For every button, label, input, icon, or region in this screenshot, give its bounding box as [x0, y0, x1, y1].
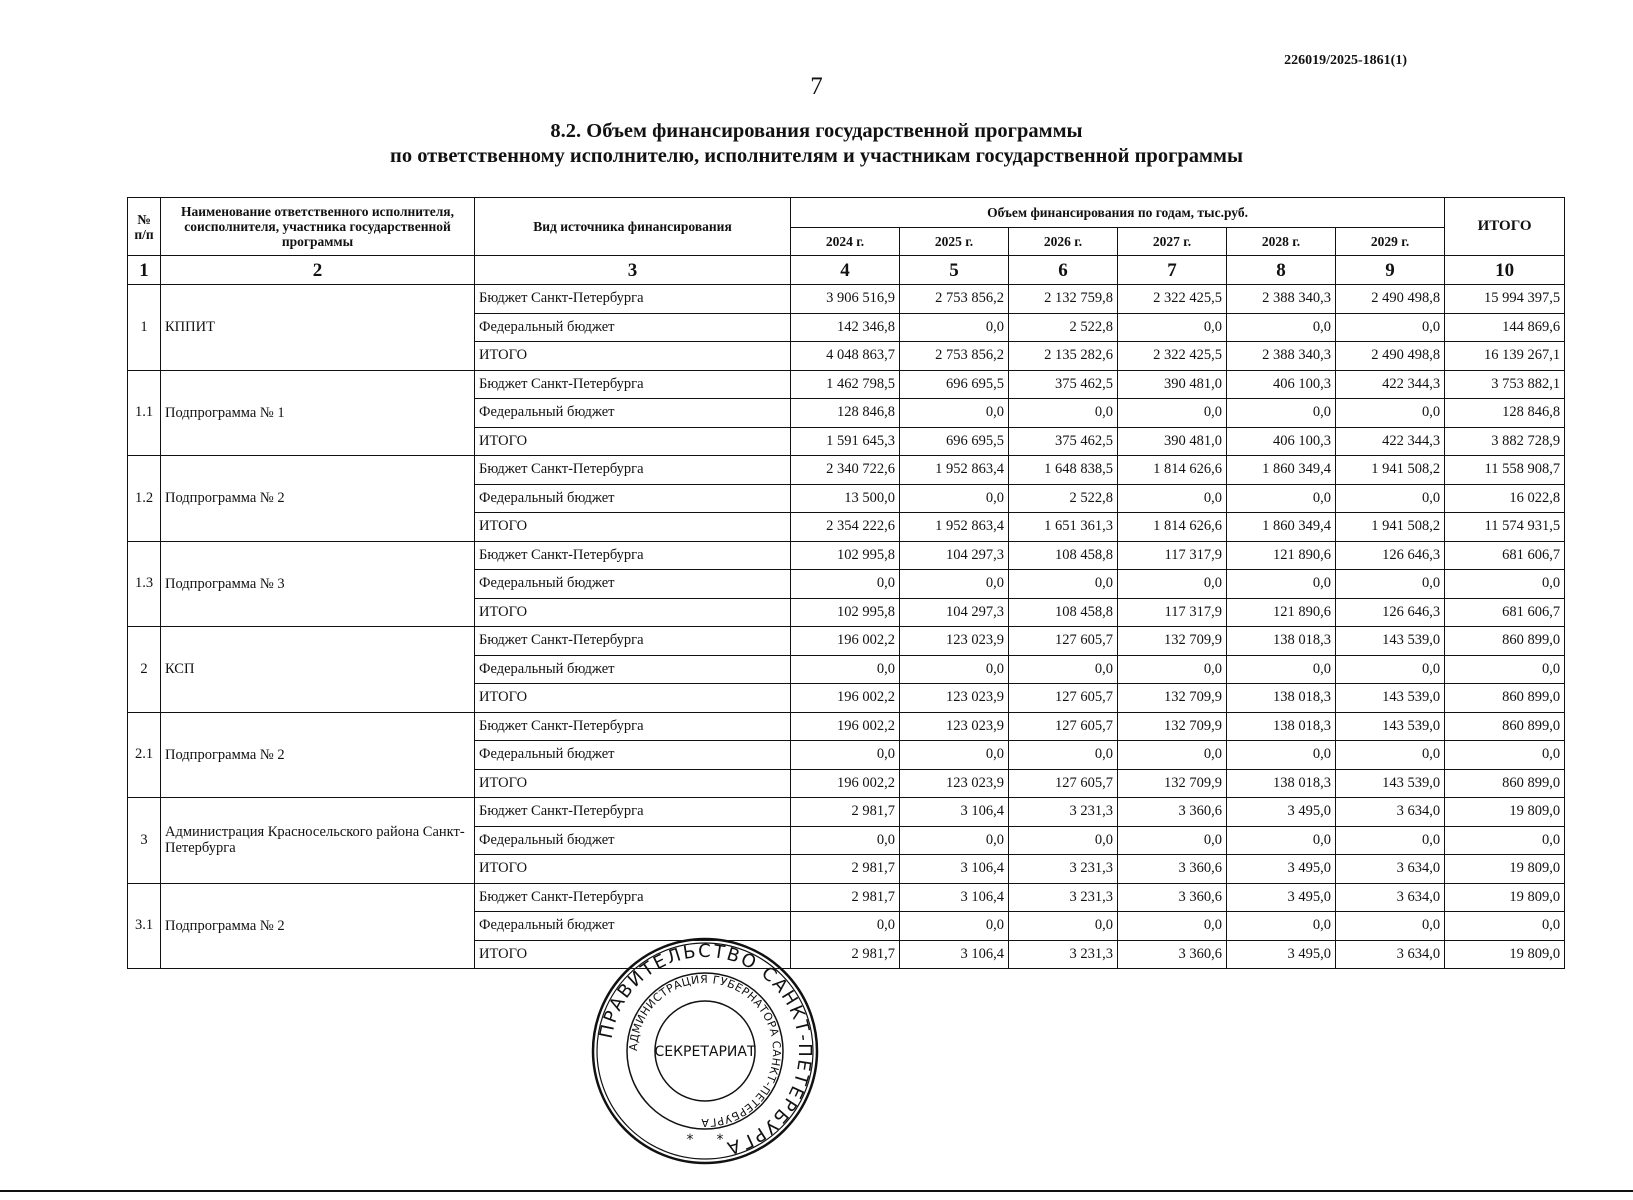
section-title: [0, 119, 1633, 169]
year-value-cell: 1 941 508,2: [1336, 456, 1445, 485]
funding-source-cell: ИТОГО: [475, 427, 791, 456]
funding-source-cell: Федеральный бюджет: [475, 399, 791, 428]
year-value-cell: 1 651 361,3: [1009, 513, 1118, 542]
year-value-cell: 375 462,5: [1009, 427, 1118, 456]
year-value-cell: 390 481,0: [1118, 370, 1227, 399]
year-value-cell: 13 500,0: [791, 484, 900, 513]
year-value-cell: 0,0: [791, 741, 900, 770]
year-value-cell: 3 231,3: [1009, 883, 1118, 912]
funding-source-cell: Бюджет Санкт-Петербурга: [475, 883, 791, 912]
year-value-cell: 138 018,3: [1227, 684, 1336, 713]
table-row: [128, 285, 1565, 314]
year-value-cell: 127 605,7: [1009, 769, 1118, 798]
year-value-cell: 102 995,8: [791, 598, 900, 627]
year-value-cell: 3 231,3: [1009, 855, 1118, 884]
year-value-cell: 0,0: [1118, 570, 1227, 599]
year-value-cell: 3 906 516,9: [791, 285, 900, 314]
year-value-cell: 3 634,0: [1336, 855, 1445, 884]
year-value-cell: 0,0: [1227, 313, 1336, 342]
funding-source-cell: Бюджет Санкт-Петербурга: [475, 370, 791, 399]
year-value-cell: 3 634,0: [1336, 940, 1445, 969]
year-value-cell: 2 388 340,3: [1227, 285, 1336, 314]
header-year-2029: 2029 г.: [1336, 228, 1445, 256]
executor-name-cell: Администрация Красносельского района Санкт-Петербурга: [161, 798, 475, 884]
year-value-cell: 0,0: [791, 912, 900, 941]
year-value-cell: 127 605,7: [1009, 627, 1118, 656]
total-value-cell: 16 139 267,1: [1445, 342, 1565, 371]
funding-source-cell: Федеральный бюджет: [475, 826, 791, 855]
year-value-cell: 104 297,3: [900, 541, 1009, 570]
year-value-cell: 123 023,9: [900, 684, 1009, 713]
year-value-cell: 2 322 425,5: [1118, 342, 1227, 371]
year-value-cell: 3 106,4: [900, 855, 1009, 884]
header-year-2025: 2025 г.: [900, 228, 1009, 256]
year-value-cell: 3 106,4: [900, 883, 1009, 912]
year-value-cell: 3 231,3: [1009, 940, 1118, 969]
year-value-cell: 0,0: [1118, 399, 1227, 428]
executor-name-cell: Подпрограмма № 1: [161, 370, 475, 456]
year-value-cell: 0,0: [1227, 570, 1336, 599]
total-value-cell: 3 882 728,9: [1445, 427, 1565, 456]
year-value-cell: 0,0: [1336, 655, 1445, 684]
year-value-cell: 0,0: [1009, 741, 1118, 770]
document-registration-number: 226019/2025-1861(1): [1284, 53, 1407, 68]
seal-inner-text: АДМИНИСТРАЦИЯ ГУБЕРНАТОРА САНКТ-ПЕТЕРБУРГА: [626, 972, 784, 1130]
year-value-cell: 2 490 498,8: [1336, 342, 1445, 371]
year-value-cell: 127 605,7: [1009, 684, 1118, 713]
year-value-cell: 128 846,8: [791, 399, 900, 428]
column-number: 10: [1445, 256, 1565, 285]
header-row-number: № п/п: [128, 198, 161, 256]
total-value-cell: 0,0: [1445, 912, 1565, 941]
row-number-cell: 1.2: [128, 456, 161, 542]
column-number: 7: [1118, 256, 1227, 285]
year-value-cell: 0,0: [1118, 655, 1227, 684]
year-value-cell: 3 360,6: [1118, 855, 1227, 884]
column-number: 4: [791, 256, 900, 285]
row-number-cell: 1: [128, 285, 161, 371]
year-value-cell: 0,0: [1227, 826, 1336, 855]
total-value-cell: 16 022,8: [1445, 484, 1565, 513]
table-row: [128, 541, 1565, 570]
year-value-cell: 2 522,8: [1009, 484, 1118, 513]
year-value-cell: 0,0: [1227, 399, 1336, 428]
year-value-cell: 123 023,9: [900, 769, 1009, 798]
total-value-cell: 19 809,0: [1445, 940, 1565, 969]
year-value-cell: 117 317,9: [1118, 541, 1227, 570]
year-value-cell: 138 018,3: [1227, 627, 1336, 656]
year-value-cell: 0,0: [1336, 313, 1445, 342]
year-value-cell: 117 317,9: [1118, 598, 1227, 627]
year-value-cell: 2 753 856,2: [900, 285, 1009, 314]
year-value-cell: 123 023,9: [900, 627, 1009, 656]
year-value-cell: 2 388 340,3: [1227, 342, 1336, 371]
year-value-cell: 0,0: [1336, 826, 1445, 855]
year-value-cell: 104 297,3: [900, 598, 1009, 627]
funding-source-cell: ИТОГО: [475, 598, 791, 627]
header-funding-source: Вид источника финансирования: [475, 198, 791, 256]
year-value-cell: 2 981,7: [791, 798, 900, 827]
year-value-cell: 2 753 856,2: [900, 342, 1009, 371]
year-value-cell: 0,0: [1336, 570, 1445, 599]
row-number-cell: 1.1: [128, 370, 161, 456]
table-row: [128, 370, 1565, 399]
page-number: 7: [810, 73, 823, 100]
column-number: 8: [1227, 256, 1336, 285]
year-value-cell: 0,0: [1118, 912, 1227, 941]
funding-source-cell: ИТОГО: [475, 940, 791, 969]
year-value-cell: 375 462,5: [1009, 370, 1118, 399]
year-value-cell: 0,0: [1227, 655, 1336, 684]
total-value-cell: 0,0: [1445, 570, 1565, 599]
year-value-cell: 0,0: [1009, 912, 1118, 941]
year-value-cell: 1 814 626,6: [1118, 456, 1227, 485]
seal-star-icon: *: [716, 1132, 724, 1148]
total-value-cell: 0,0: [1445, 826, 1565, 855]
funding-source-cell: Бюджет Санкт-Петербурга: [475, 541, 791, 570]
year-value-cell: 0,0: [900, 912, 1009, 941]
year-value-cell: 0,0: [1227, 912, 1336, 941]
year-value-cell: 0,0: [791, 655, 900, 684]
year-value-cell: 143 539,0: [1336, 627, 1445, 656]
funding-source-cell: ИТОГО: [475, 513, 791, 542]
seal-center-text: СЕКРЕТАРИАТ: [654, 1044, 756, 1060]
funding-source-cell: Федеральный бюджет: [475, 484, 791, 513]
year-value-cell: 0,0: [900, 826, 1009, 855]
total-value-cell: 11 558 908,7: [1445, 456, 1565, 485]
funding-source-cell: Бюджет Санкт-Петербурга: [475, 798, 791, 827]
funding-source-cell: Федеральный бюджет: [475, 741, 791, 770]
year-value-cell: 143 539,0: [1336, 712, 1445, 741]
section-title-line-2: по ответственному исполнителю, исполнителям и участникам государственной программы: [390, 145, 1243, 167]
table-row: [128, 798, 1565, 827]
year-value-cell: 132 709,9: [1118, 769, 1227, 798]
header-year-2024: 2024 г.: [791, 228, 900, 256]
funding-source-cell: ИТОГО: [475, 769, 791, 798]
year-value-cell: 2 490 498,8: [1336, 285, 1445, 314]
column-number: 1: [128, 256, 161, 285]
year-value-cell: 196 002,2: [791, 627, 900, 656]
funding-source-cell: Федеральный бюджет: [475, 912, 791, 941]
section-title-line-1: 8.2. Объем финансирования государственной программы: [550, 120, 1083, 142]
year-value-cell: 4 048 863,7: [791, 342, 900, 371]
total-value-cell: 3 753 882,1: [1445, 370, 1565, 399]
table-body: [128, 285, 1565, 969]
total-value-cell: 860 899,0: [1445, 769, 1565, 798]
year-value-cell: 406 100,3: [1227, 427, 1336, 456]
year-value-cell: 3 360,6: [1118, 798, 1227, 827]
year-value-cell: 1 952 863,4: [900, 513, 1009, 542]
year-value-cell: 3 495,0: [1227, 883, 1336, 912]
column-number: 9: [1336, 256, 1445, 285]
year-value-cell: 0,0: [791, 826, 900, 855]
year-value-cell: 0,0: [791, 570, 900, 599]
total-value-cell: 19 809,0: [1445, 883, 1565, 912]
table-row: [128, 883, 1565, 912]
year-value-cell: 138 018,3: [1227, 712, 1336, 741]
year-value-cell: 0,0: [1227, 484, 1336, 513]
year-value-cell: 1 860 349,4: [1227, 513, 1336, 542]
secretariat-seal: [590, 936, 820, 1166]
year-value-cell: 0,0: [900, 741, 1009, 770]
column-number: 5: [900, 256, 1009, 285]
year-value-cell: 0,0: [1336, 484, 1445, 513]
year-value-cell: 422 344,3: [1336, 370, 1445, 399]
total-value-cell: 128 846,8: [1445, 399, 1565, 428]
year-value-cell: 2 981,7: [791, 883, 900, 912]
seal-outer-text: ПРАВИТЕЛЬСТВО САНКТ-ПЕТЕРБУРГА: [595, 940, 816, 1159]
year-value-cell: 102 995,8: [791, 541, 900, 570]
table-row: [128, 456, 1565, 485]
executor-name-cell: КППИТ: [161, 285, 475, 371]
year-value-cell: 406 100,3: [1227, 370, 1336, 399]
year-value-cell: 0,0: [900, 484, 1009, 513]
row-number-cell: 1.3: [128, 541, 161, 627]
total-value-cell: 0,0: [1445, 655, 1565, 684]
year-value-cell: 132 709,9: [1118, 712, 1227, 741]
year-value-cell: 0,0: [1118, 741, 1227, 770]
funding-source-cell: Федеральный бюджет: [475, 570, 791, 599]
executor-name-cell: Подпрограмма № 2: [161, 456, 475, 542]
year-value-cell: 121 890,6: [1227, 541, 1336, 570]
year-value-cell: 1 648 838,5: [1009, 456, 1118, 485]
year-value-cell: 3 495,0: [1227, 798, 1336, 827]
funding-source-cell: ИТОГО: [475, 342, 791, 371]
year-value-cell: 127 605,7: [1009, 712, 1118, 741]
seal-star-icon: *: [686, 1132, 694, 1148]
total-value-cell: 681 606,7: [1445, 541, 1565, 570]
page-bottom-rule: [0, 1190, 1633, 1192]
year-value-cell: 196 002,2: [791, 684, 900, 713]
row-number-cell: 2.1: [128, 712, 161, 798]
year-value-cell: 196 002,2: [791, 769, 900, 798]
year-value-cell: 1 462 798,5: [791, 370, 900, 399]
year-value-cell: 696 695,5: [900, 370, 1009, 399]
year-value-cell: 2 132 759,8: [1009, 285, 1118, 314]
funding-source-cell: ИТОГО: [475, 855, 791, 884]
year-value-cell: 132 709,9: [1118, 627, 1227, 656]
year-value-cell: 1 860 349,4: [1227, 456, 1336, 485]
row-number-cell: 3: [128, 798, 161, 884]
executor-name-cell: КСП: [161, 627, 475, 713]
year-value-cell: 2 981,7: [791, 940, 900, 969]
funding-source-cell: ИТОГО: [475, 684, 791, 713]
year-value-cell: 123 023,9: [900, 712, 1009, 741]
total-value-cell: 19 809,0: [1445, 855, 1565, 884]
year-value-cell: 3 106,4: [900, 940, 1009, 969]
funding-source-cell: Бюджет Санкт-Петербурга: [475, 712, 791, 741]
year-value-cell: 3 106,4: [900, 798, 1009, 827]
funding-source-cell: Федеральный бюджет: [475, 655, 791, 684]
year-value-cell: 126 646,3: [1336, 598, 1445, 627]
year-value-cell: 390 481,0: [1118, 427, 1227, 456]
year-value-cell: 1 814 626,6: [1118, 513, 1227, 542]
year-value-cell: 108 458,8: [1009, 541, 1118, 570]
year-value-cell: 0,0: [1227, 741, 1336, 770]
funding-source-cell: Федеральный бюджет: [475, 313, 791, 342]
year-value-cell: 196 002,2: [791, 712, 900, 741]
year-value-cell: 3 360,6: [1118, 940, 1227, 969]
header-year-2028: 2028 г.: [1227, 228, 1336, 256]
year-value-cell: 0,0: [900, 655, 1009, 684]
year-value-cell: 2 522,8: [1009, 313, 1118, 342]
year-value-cell: 3 634,0: [1336, 798, 1445, 827]
year-value-cell: 0,0: [1009, 570, 1118, 599]
financing-table: [127, 197, 1565, 969]
year-value-cell: 696 695,5: [900, 427, 1009, 456]
year-value-cell: 0,0: [1336, 399, 1445, 428]
table-row: [128, 627, 1565, 656]
year-value-cell: 0,0: [900, 313, 1009, 342]
total-value-cell: 860 899,0: [1445, 712, 1565, 741]
total-value-cell: 0,0: [1445, 741, 1565, 770]
total-value-cell: 144 869,6: [1445, 313, 1565, 342]
column-number: 3: [475, 256, 791, 285]
year-value-cell: 0,0: [1336, 741, 1445, 770]
year-value-cell: 0,0: [1009, 399, 1118, 428]
year-value-cell: 108 458,8: [1009, 598, 1118, 627]
total-value-cell: 15 994 397,5: [1445, 285, 1565, 314]
year-value-cell: 2 340 722,6: [791, 456, 900, 485]
year-value-cell: 422 344,3: [1336, 427, 1445, 456]
total-value-cell: 860 899,0: [1445, 684, 1565, 713]
year-value-cell: 2 322 425,5: [1118, 285, 1227, 314]
total-value-cell: 860 899,0: [1445, 627, 1565, 656]
year-value-cell: 3 495,0: [1227, 855, 1336, 884]
total-value-cell: 681 606,7: [1445, 598, 1565, 627]
year-value-cell: 143 539,0: [1336, 684, 1445, 713]
table-row: [128, 712, 1565, 741]
year-value-cell: 0,0: [900, 570, 1009, 599]
year-value-cell: 126 646,3: [1336, 541, 1445, 570]
column-number: 6: [1009, 256, 1118, 285]
year-value-cell: 132 709,9: [1118, 684, 1227, 713]
year-value-cell: 3 634,0: [1336, 883, 1445, 912]
year-value-cell: 0,0: [1009, 826, 1118, 855]
year-value-cell: 0,0: [1118, 313, 1227, 342]
funding-source-cell: Бюджет Санкт-Петербурга: [475, 285, 791, 314]
header-year-2027: 2027 г.: [1118, 228, 1227, 256]
row-number-cell: 2: [128, 627, 161, 713]
total-value-cell: 11 574 931,5: [1445, 513, 1565, 542]
year-value-cell: 1 952 863,4: [900, 456, 1009, 485]
column-number: 2: [161, 256, 475, 285]
header-funding-by-year: Объем финансирования по годам, тыс.руб.: [791, 198, 1445, 228]
year-value-cell: 0,0: [1118, 484, 1227, 513]
year-value-cell: 142 346,8: [791, 313, 900, 342]
year-value-cell: 3 360,6: [1118, 883, 1227, 912]
year-value-cell: 2 981,7: [791, 855, 900, 884]
year-value-cell: 3 231,3: [1009, 798, 1118, 827]
year-value-cell: 1 591 645,3: [791, 427, 900, 456]
year-value-cell: 2 354 222,6: [791, 513, 900, 542]
header-executor-name: Наименование ответственного исполнителя, соисполнителя, участника государственной программы: [161, 198, 475, 256]
funding-source-cell: Бюджет Санкт-Петербурга: [475, 627, 791, 656]
year-value-cell: 138 018,3: [1227, 769, 1336, 798]
year-value-cell: 3 495,0: [1227, 940, 1336, 969]
executor-name-cell: Подпрограмма № 3: [161, 541, 475, 627]
executor-name-cell: Подпрограмма № 2: [161, 712, 475, 798]
year-value-cell: 2 135 282,6: [1009, 342, 1118, 371]
header-year-2026: 2026 г.: [1009, 228, 1118, 256]
year-value-cell: 1 941 508,2: [1336, 513, 1445, 542]
executor-name-cell: Подпрограмма № 2: [161, 883, 475, 969]
year-value-cell: 0,0: [900, 399, 1009, 428]
year-value-cell: 0,0: [1336, 912, 1445, 941]
header-total: ИТОГО: [1445, 198, 1565, 256]
year-value-cell: 0,0: [1118, 826, 1227, 855]
year-value-cell: 143 539,0: [1336, 769, 1445, 798]
row-number-cell: 3.1: [128, 883, 161, 969]
total-value-cell: 19 809,0: [1445, 798, 1565, 827]
funding-source-cell: Бюджет Санкт-Петербурга: [475, 456, 791, 485]
year-value-cell: 0,0: [1009, 655, 1118, 684]
year-value-cell: 121 890,6: [1227, 598, 1336, 627]
